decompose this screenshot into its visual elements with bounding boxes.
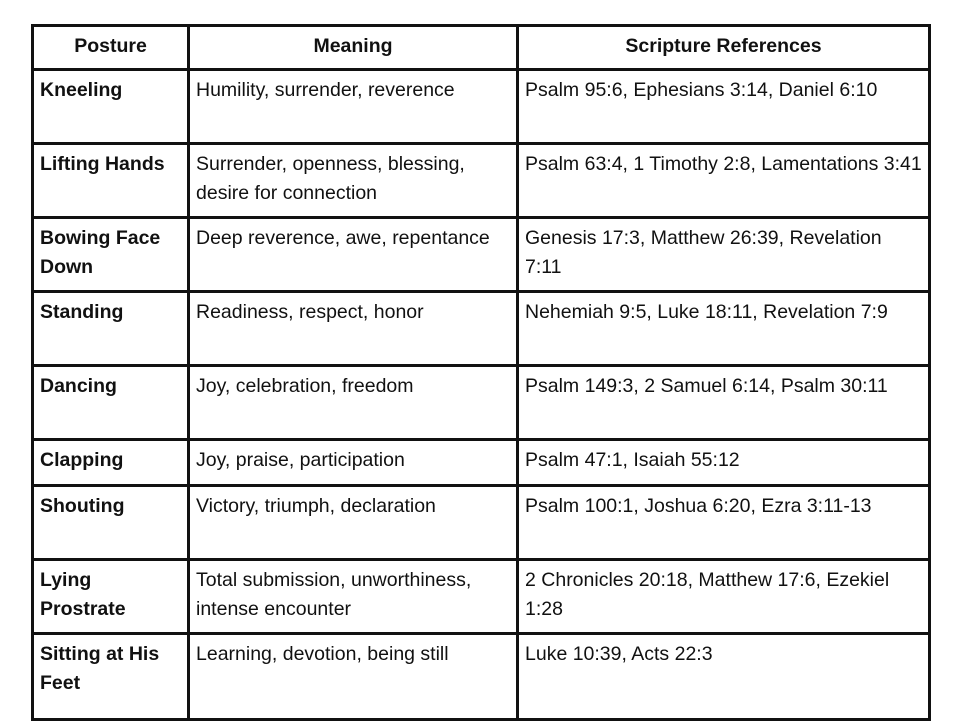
references-cell: Psalm 95:6, Ephesians 3:14, Daniel 6:10 [518,70,930,144]
table-row [33,70,930,144]
posture-cell: Standing [33,292,189,366]
table-row [33,144,930,218]
references-cell: 2 Chronicles 20:18, Matthew 17:6, Ezekiel 1:28 [518,560,930,634]
header-meaning: Meaning [189,26,518,70]
header-scripture-references: Scripture References [518,26,930,70]
table-row [33,634,930,720]
header-posture: Posture [33,26,189,70]
posture-cell: Shouting [33,486,189,560]
worship-postures-table [31,24,931,721]
posture-cell: Dancing [33,366,189,440]
meaning-cell: Humility, surrender, reverence [189,70,518,144]
references-cell: Psalm 47:1, Isaiah 55:12 [518,440,930,486]
meaning-cell: Readiness, respect, honor [189,292,518,366]
table-header-row [33,26,930,70]
table-row [33,440,930,486]
meaning-cell: Joy, praise, participation [189,440,518,486]
references-cell: Genesis 17:3, Matthew 26:39, Revelation 7:11 [518,218,930,292]
table-row [33,560,930,634]
posture-cell: Sitting at His Feet [33,634,189,720]
meaning-cell: Joy, celebration, freedom [189,366,518,440]
meaning-cell: Total submission, unworthiness, intense encounter [189,560,518,634]
references-cell: Psalm 63:4, 1 Timothy 2:8, Lamentations 3:41 [518,144,930,218]
meaning-cell: Victory, triumph, declaration [189,486,518,560]
references-cell: Psalm 149:3, 2 Samuel 6:14, Psalm 30:11 [518,366,930,440]
table-row [33,292,930,366]
posture-cell: Bowing Face Down [33,218,189,292]
references-cell: Nehemiah 9:5, Luke 18:11, Revelation 7:9 [518,292,930,366]
meaning-cell: Deep reverence, awe, repentance [189,218,518,292]
table-row [33,218,930,292]
posture-cell: Lying Prostrate [33,560,189,634]
posture-cell: Clapping [33,440,189,486]
posture-cell: Kneeling [33,70,189,144]
table-row [33,486,930,560]
references-cell: Psalm 100:1, Joshua 6:20, Ezra 3:11-13 [518,486,930,560]
meaning-cell: Learning, devotion, being still [189,634,518,720]
posture-cell: Lifting Hands [33,144,189,218]
references-cell: Luke 10:39, Acts 22:3 [518,634,930,720]
table-row [33,366,930,440]
worship-postures-table-container [31,24,931,721]
meaning-cell: Surrender, openness, blessing, desire for connection [189,144,518,218]
